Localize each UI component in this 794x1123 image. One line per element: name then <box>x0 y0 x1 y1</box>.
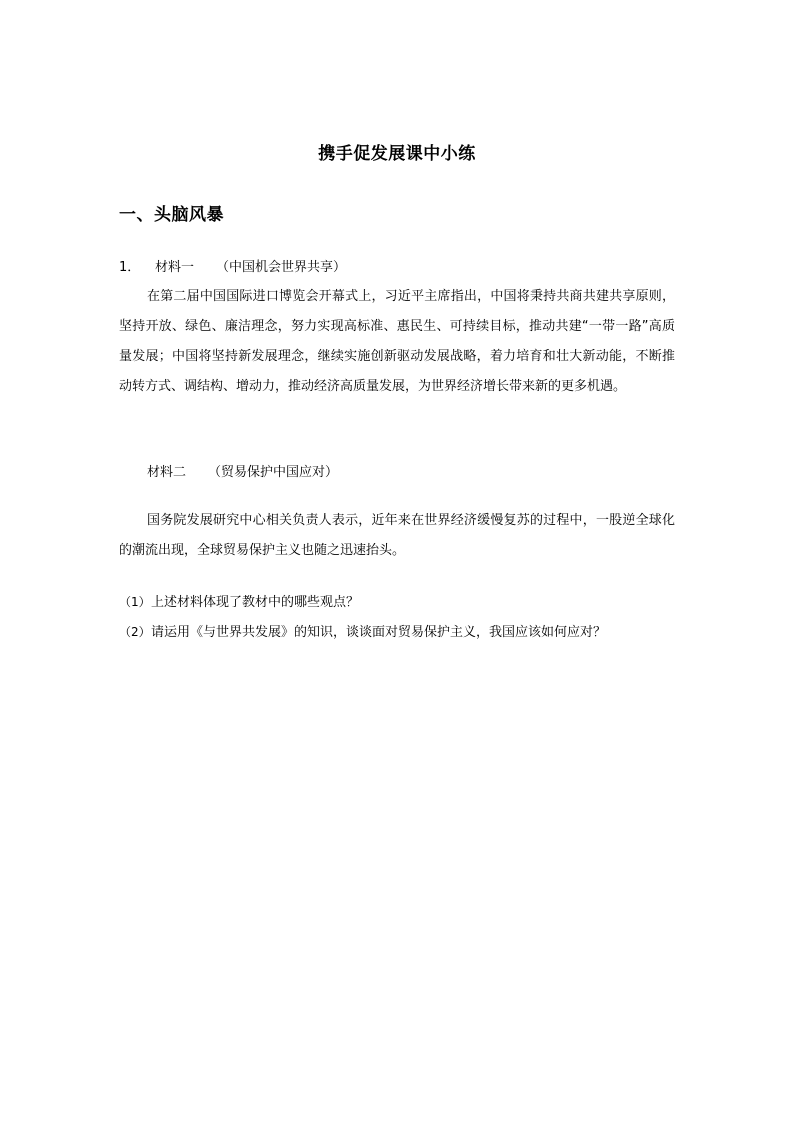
sub-question-1 <box>119 591 359 610</box>
material-1-subtitle: （中国机会世界共享） <box>216 260 347 275</box>
material-1-label: 材料一 <box>155 260 195 275</box>
document-title: 携手促发展课中小练 <box>318 144 476 164</box>
sub-question-1-text: 上述材料体现了教材中的哪些观点？ <box>151 595 360 610</box>
sub-question-1-number: （1） <box>119 595 151 609</box>
material-2-label: 材料二 <box>147 465 187 480</box>
material-2-header <box>147 461 338 480</box>
material-1-text: 在第二届中国国际进口博览会开幕式上，习近平主席指出，中国将秉持共商共建共享原则，坚持开放、绿色、廉洁理念，努力实现高标准、惠民生、可持续目标，推动共建“一带一路”高质量发展；中国将坚持新发展理念，继续实施创新驱动发展战略，着力培育和壮大新动能，不断推动转方式、调结构、增动力，推动经济高质量发展，为世界经济增长带来新的更多机遇。 <box>119 289 675 394</box>
sub-question-2-number: （2） <box>119 625 151 639</box>
section-heading: 一、头脑风暴 <box>119 205 224 225</box>
question-number: 1． <box>119 260 141 275</box>
sub-question-2-text: 请运用《与世界共发展》的知识，谈谈面对贸易保护主义，我国应该如何应对？ <box>151 625 607 640</box>
material-2-subtitle: （贸易保护中国应对） <box>208 465 339 480</box>
question-1-header <box>119 256 346 275</box>
sub-question-2 <box>119 621 606 640</box>
material-2-text: 国务院发展研究中心相关负责人表示，近年来在世界经济缓慢复苏的过程中，一股逆全球化的潮流出现，全球贸易保护主义也随之迅速抬头。 <box>119 513 675 558</box>
